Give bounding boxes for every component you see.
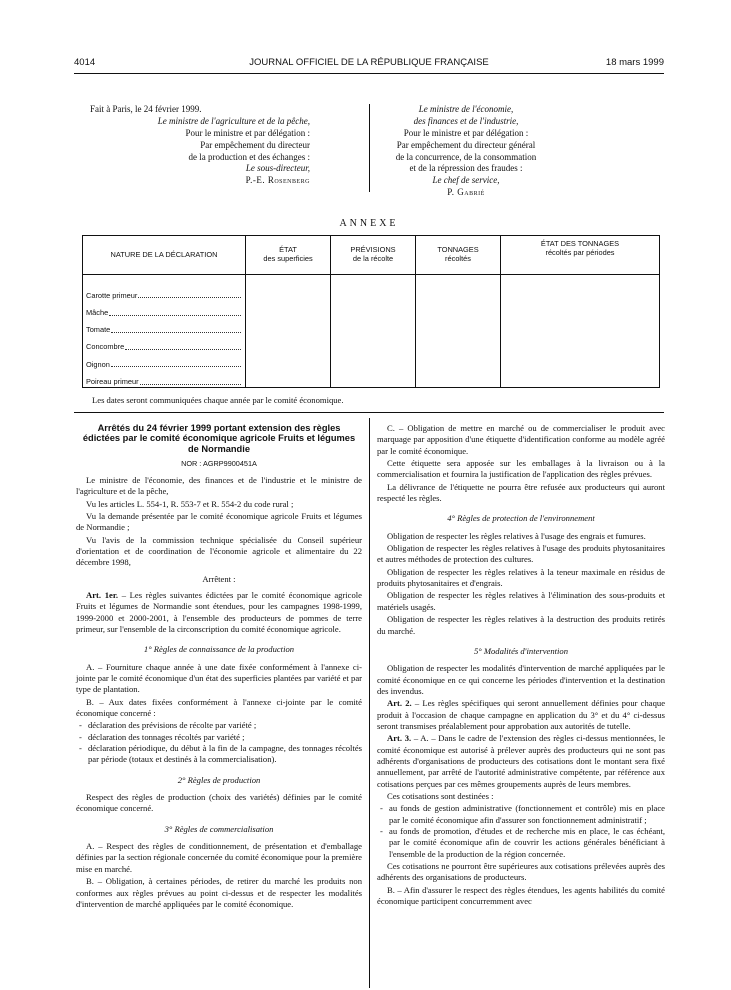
header-previsions: PRÉVISIONS de la récolte	[331, 236, 416, 275]
article-label: Art. 1er.	[86, 589, 119, 600]
table-row-label: Tomate	[83, 318, 245, 335]
header-etat: ÉTAT des superficies	[246, 236, 331, 275]
paragraph: A. – Fourniture chaque année à une date fixée conformément à l'annexe ci-jointe par le comité économique d'un état des superficies plantées par variété et par type de plantation.	[76, 661, 362, 695]
paragraph: Vu les articles L. 554-1, R. 553-7 et R. 554-2 du code rural ;	[86, 498, 294, 509]
paragraph: B. – Obligation, à certaines périodes, de retirer du marché les produits non conformes aux règles prévues au point ci-dessus et de respecter les modalités d'intervention de marché appliquées par le comité économique.	[76, 876, 362, 909]
place-date: Fait à Paris, le 24 février 1999.	[90, 104, 202, 114]
row-labels-cell	[83, 275, 246, 388]
empechement-line: Par empêchement du directeur général	[396, 139, 536, 150]
header-tonnages: TONNAGES récoltés	[416, 236, 501, 275]
paragraph: Obligation de respecter les règles relatives à l'usage des produits phytosanitaires et autres méthodes de protection des cultures.	[377, 543, 665, 565]
header-nature: NATURE DE LA DÉCLARATION	[83, 236, 246, 275]
table-body-row	[83, 275, 660, 388]
direction-line-cont: et de la répression des fraudes :	[409, 163, 523, 174]
paragraph: Obligation de respecter les règles relatives à l'élimination des sous-produits et matériels usagés.	[377, 590, 665, 612]
cell-etat	[246, 275, 331, 388]
list-item: - au fonds de promotion, d'études et de recherche mis en place, le cas échéant, par le comité économique afin de couvrir les actions générales bénéficiant à l'ensemble de la production de la région concernée.	[389, 826, 665, 860]
article-3: Art. 3. – A. – Dans le cadre de l'extension des règles ci-dessus mentionnées, le comité économique est autorisé à prélever auprès des producteurs qui ne sont pas adhérents d'organisations de producteurs des cotisations dont le montant sera fixé annuellement, par arrêté de l'autorité administrative compétente, par référence aux cotisations perçues par ces mêmes groupements auprès de leurs membres.	[377, 733, 666, 789]
signer-name: P. Gabrié	[447, 187, 485, 198]
table-row-label: Oignon	[83, 352, 245, 369]
paragraph: Vu la demande présentée par le comité économique agricole Fruits et légumes de Normandie ;	[76, 510, 362, 533]
delegation-line: Pour le ministre et par délégation :	[403, 127, 529, 138]
signature-right	[374, 104, 558, 199]
direction-line: de la production et des échanges :	[188, 151, 310, 162]
section-heading: 2° Règles de production	[177, 774, 261, 785]
table-header-row	[83, 236, 660, 275]
cell-tonnages	[416, 275, 501, 388]
section-heading: 5° Modalités d'intervention	[473, 645, 569, 656]
paragraph: La délivrance de l'étiquette ne pourra être refusée aux producteurs qui auront respecté les règles.	[377, 481, 665, 504]
paragraph: Obligation de respecter les règles relatives à l'usage des engrais et fumures.	[387, 530, 646, 541]
paragraph: Obligation de respecter les règles relatives à la teneur maximale en résidus de produits phytosanitaires et d'engrais.	[377, 566, 665, 589]
paragraph: A. – Respect des règles de conditionnement, de présentation et d'emballage définies par la section régionale concernée du comité économique pour la première mise en marché.	[76, 841, 362, 874]
left-column	[76, 423, 362, 911]
declaration-list	[76, 720, 362, 765]
paragraph: C. – Obligation de mettre en marché ou de commercialiser le produit avec marquage par apposition d'une étiquette d'identification conforme au modèle agréé par le comité économique.	[377, 423, 665, 456]
nor-reference: NOR : AGRP9900451A	[181, 459, 257, 469]
paragraph: Ces cotisations ne pourront être supérieures aux cotisations prélevées auprès des adhérents des organisations de producteurs.	[377, 861, 665, 883]
header-rule	[74, 73, 664, 74]
column-divider	[369, 418, 370, 988]
list-item: - au fonds de gestion administrative (fonctionnement et contrôle) mis en place par le comité économique afin d'assurer son fonctionnement administratif ;	[389, 803, 665, 826]
paragraph: Cette étiquette sera apposée sur les emballages à la livraison ou à la commercialisation et fournira la justification de l'application des règles prévues.	[377, 458, 665, 480]
empechement-line: Par empêchement du directeur	[200, 139, 310, 150]
signature-divider	[369, 104, 370, 192]
section-heading: 4° Règles de protection de l'environnement	[447, 513, 595, 524]
paragraph: Ces cotisations sont destinées :	[387, 790, 494, 801]
table-row-label: Mâche	[83, 300, 245, 317]
table-row-label: Poireau primeur	[83, 369, 245, 386]
section-rule	[74, 412, 664, 413]
table-row-label: Concombre	[83, 335, 245, 352]
issue-date: 18 mars 1999	[605, 57, 664, 68]
paragraph: Le ministre de l'économie, des finances et de l'industrie et le ministre de l'agriculture et de la pêche,	[76, 474, 362, 497]
article-label: Art. 2.	[387, 698, 412, 709]
right-column	[377, 423, 665, 908]
table-row-label: Carotte primeur	[83, 283, 245, 300]
signer-role: Le sous-directeur,	[245, 163, 310, 174]
minister-title: Le ministre de l'économie,	[418, 104, 514, 114]
annexe-title: ANNEXE	[339, 218, 399, 229]
article-label: Art. 3.	[387, 733, 412, 744]
arretent: Arrêtent :	[202, 573, 236, 584]
section-heading: 1° Règles de connaissance de la production	[143, 644, 295, 655]
page-number: 4014	[74, 57, 96, 68]
cell-etat-tonnages	[501, 275, 660, 388]
paragraph: Obligation de respecter les règles relatives à la destruction des produits retirés du marché.	[377, 614, 665, 636]
cotisation-list	[377, 803, 665, 860]
direction-line: de la concurrence, de la consommation	[395, 151, 537, 162]
list-item: - déclaration des tonnages récoltés par variété ;	[88, 732, 362, 743]
paragraph: Obligation de respecter les modalités d'intervention de marché appliquées par le comité économique en ce qui concerne les périodes d'intervention et la destination des invendus.	[377, 663, 665, 696]
section-heading: 3° Règles de commercialisation	[164, 823, 274, 834]
arrete-title: Arrêtés du 24 février 1999 portant extension des règles édictées par le comité économique agricole Fruits et légumes de Normandie	[82, 423, 356, 454]
minister-title-cont: des finances et de l'industrie,	[413, 115, 519, 126]
annexe-table	[82, 235, 660, 388]
cell-previsions	[331, 275, 416, 388]
signer-role: Le chef de service,	[432, 175, 500, 186]
article-1: Art. 1er. – Les règles suivantes édictées par le comité économique agricole Fruits et légumes de Normandie sont étendues, pour les campagnes 1998-1999, 1999-2000 et 2000-2001, à l'ensemble des producteurs de pommes de terre primeur, sur l'ensemble de la circonscription du comité économique agricole.	[76, 589, 362, 634]
header-etat-tonnages: ÉTAT DES TONNAGES récoltés par périodes	[501, 236, 660, 275]
paragraph: Vu l'avis de la commission technique spécialisée du Conseil supérieur d'orientation et de coordination de l'économie agricole et alimentaire du 22 décembre 1998,	[76, 534, 362, 568]
list-item: - déclaration périodique, du début à la fin de la campagne, des tonnages récoltés par période (totaux et destinés à la commercialisation).	[88, 743, 362, 766]
minister-title: Le ministre de l'agriculture et de la pêche,	[157, 115, 310, 126]
paragraph: B. – Afin d'assurer le respect des règles étendues, les agents habilités du comité économique participent concurremment avec	[377, 884, 665, 907]
paragraph: Respect des règles de production (choix des variétés) définies par le comité économique concerné.	[76, 792, 362, 814]
paragraph: B. – Aux dates fixées conformément à l'annexe ci-jointe par le comité économique concerné :	[76, 696, 362, 719]
page-header	[74, 57, 664, 71]
article-2: Art. 2. – Les règles spécifiques qui seront annuellement définies pour chaque produit à l'occasion de chaque campagne en application du 3° et du 4° ci-dessus seront transmises préalablement pour approbation aux autorités de tutelle.	[377, 698, 666, 731]
journal-title: JOURNAL OFFICIEL DE LA RÉPUBLIQUE FRANÇAISE	[249, 57, 489, 68]
annexe-note: Les dates seront communiquées chaque année par le comité économique.	[92, 395, 344, 405]
delegation-line: Pour le ministre et par délégation :	[185, 127, 310, 138]
list-item: - déclaration des prévisions de récolte par variété ;	[88, 720, 362, 731]
signature-left	[90, 104, 310, 187]
signer-name: P.-E. Rosenberg	[245, 175, 310, 186]
